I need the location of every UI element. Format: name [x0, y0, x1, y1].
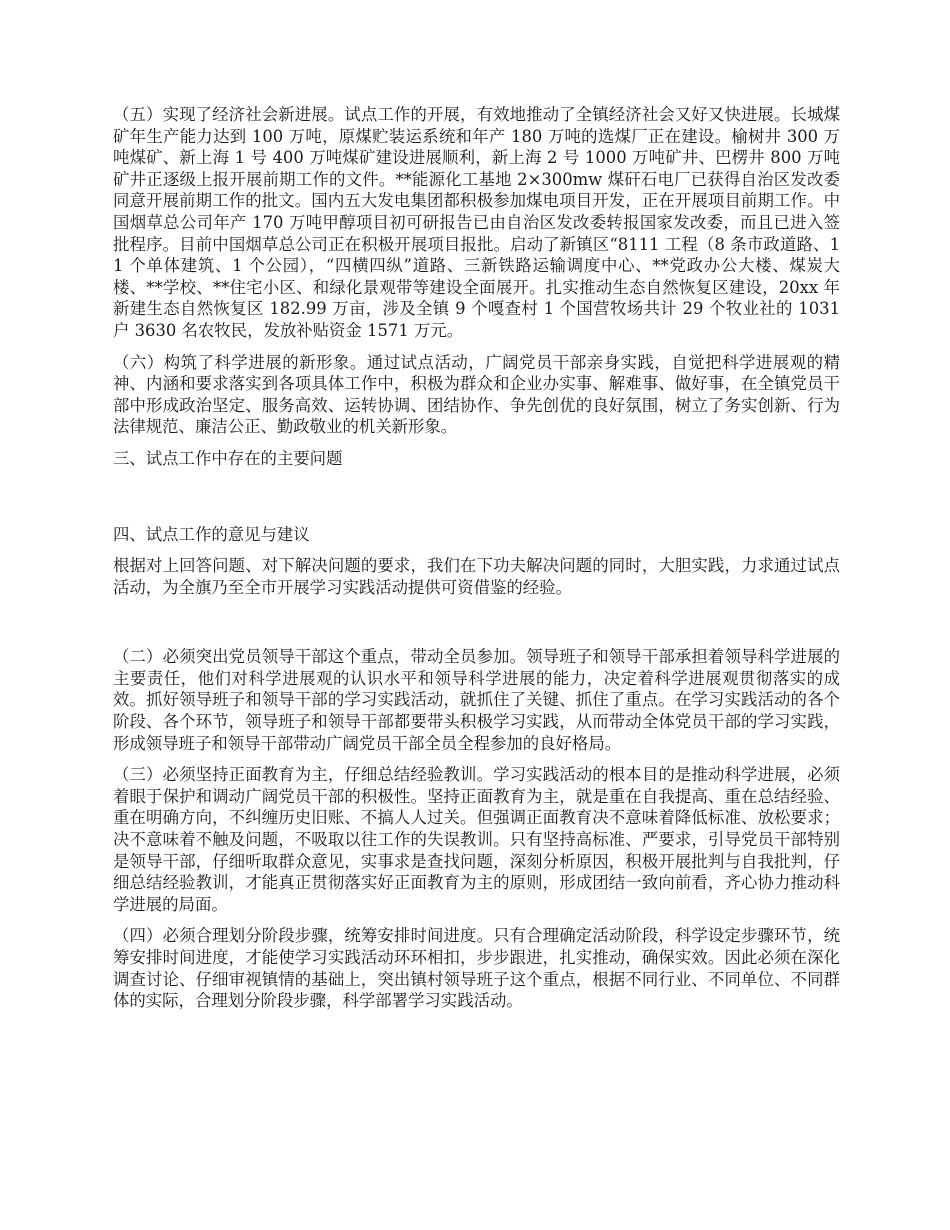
paragraph-four: （四）必须合理划分阶段步骤，统筹安排时间进度。只有合理确定活动阶段，科学设定步骤环节，统筹安排时间进度，才能使学习实践活动环环相扣，步步跟进，扎实推动，确保实效。因此必须在深化调查讨论、仔细审视镇情的基础上，突出镇村领导班子这个重点，根据不同行业、不同单位、不同群体的实际，合理划分阶段步骤，科学部署学习实践活动。	[113, 926, 840, 1011]
paragraph-intro: 根据对上回答问题、对下解决问题的要求，我们在下功夫解决问题的同时，大胆实践，力求通过试点活动，为全旗乃至全市开展学习实践活动提供可资借鉴的经验。	[113, 556, 840, 597]
blank-space	[113, 608, 840, 646]
section-heading-four: 四、试点工作的意见与建议	[113, 524, 310, 544]
paragraph-five: （五）实现了经济社会新进展。试点工作的开展，有效地推动了全镇经济社会又好又快进展。长城煤矿年生产能力达到 100 万吨，原煤贮装运系统和年产 180 万吨的选煤厂正在建设。榆树井 300 万吨煤矿、新上海 1 号 400 万吨煤矿建设进展顺利，新上海 2 号 1000 万吨矿井、巴楞井 800 万吨矿井正逐级上报开展前期工作的文件。**能源化工基地 2×300mw 煤矸石电厂已获得自治区发改委同意开展前期工作的批文。国内五大发电集团都积极参加煤电项目开发，正在开展项目前期工作。中国烟草总公司年产 170 万吨甲醇项目初可研报告已由自治区发改委转报国家发改委，而且已进入签批程序。目前中国烟草总公司正在积极开展项目报批。启动了新镇区“8111 工程（8 条市政道路、11 个单体建筑、1 个公园），“四横四纵”道路、三新铁路运输调度中心、**党政办公大楼、煤炭大楼、**学校、**住宅小区、和绿化景观带等建设全面展开。扎实推动生态自然恢复区建设，20xx 年新建生态自然恢复区 182.99 万亩，涉及全镇 9 个嘎查村 1 个国营牧场共计 29 个牧业社的 1031 户 3630 名农牧民，发放补贴资金 1571 万元。	[113, 105, 840, 340]
paragraph-six: （六）构筑了科学进展的新形象。通过试点活动，广阔党员干部亲身实践，自觉把科学进展观的精神、内涵和要求落实到各项具体工作中，积极为群众和企业办实事、解难事、做好事，在全镇党员干部中形成政治坚定、服务高效、运转协调、团结协作、争先创优的良好氛围，树立了务实创新、行为法律规范、廉洁公正、勤政敬业的机关新形象。	[113, 352, 840, 437]
paragraph-three: （三）必须坚持正面教育为主，仔细总结经验教训。学习实践活动的根本目的是推动科学进展，必须着眼于保护和调动广阔党员干部的积极性。坚持正面教育为主，就是重在自我提高、重在总结经验、重在明确方向，不纠缠历史旧账、不搞人人过关。但强调正面教育决不意味着降低标准、放松要求；决不意味着不触及问题，不吸取以往工作的失误教训。只有坚持高标准、严要求，引导党员干部特别是领导干部，仔细听取群众意见，实事求是查找问题，深刻分析原因，积极开展批判与自我批判，仔细总结经验教训，才能真正贯彻落实好正面教育为主的原则，形成团结一致向前看，齐心协力推动科学进展的局面。	[113, 765, 840, 914]
blank-space	[113, 480, 840, 524]
document-page	[113, 104, 840, 1022]
paragraph-two: （二）必须突出党员领导干部这个重点，带动全员参加。领导班子和领导干部承担着领导科学进展的主要责任，他们对科学进展观的认识水平和领导科学进展的能力，决定着科学进展观贯彻落实的成效。抓好领导班子和领导干部的学习实践活动，就抓住了关键、抓住了重点。在学习实践活动的各个阶段、各个环节，领导班子和领导干部都要带头积极学习实践，从而带动全体党员干部的学习实践，形成领导班子和领导干部带动广阔党员干部全员全程参加的良好格局。	[113, 647, 840, 753]
section-heading-three: 三、试点工作中存在的主要问题	[113, 448, 343, 468]
